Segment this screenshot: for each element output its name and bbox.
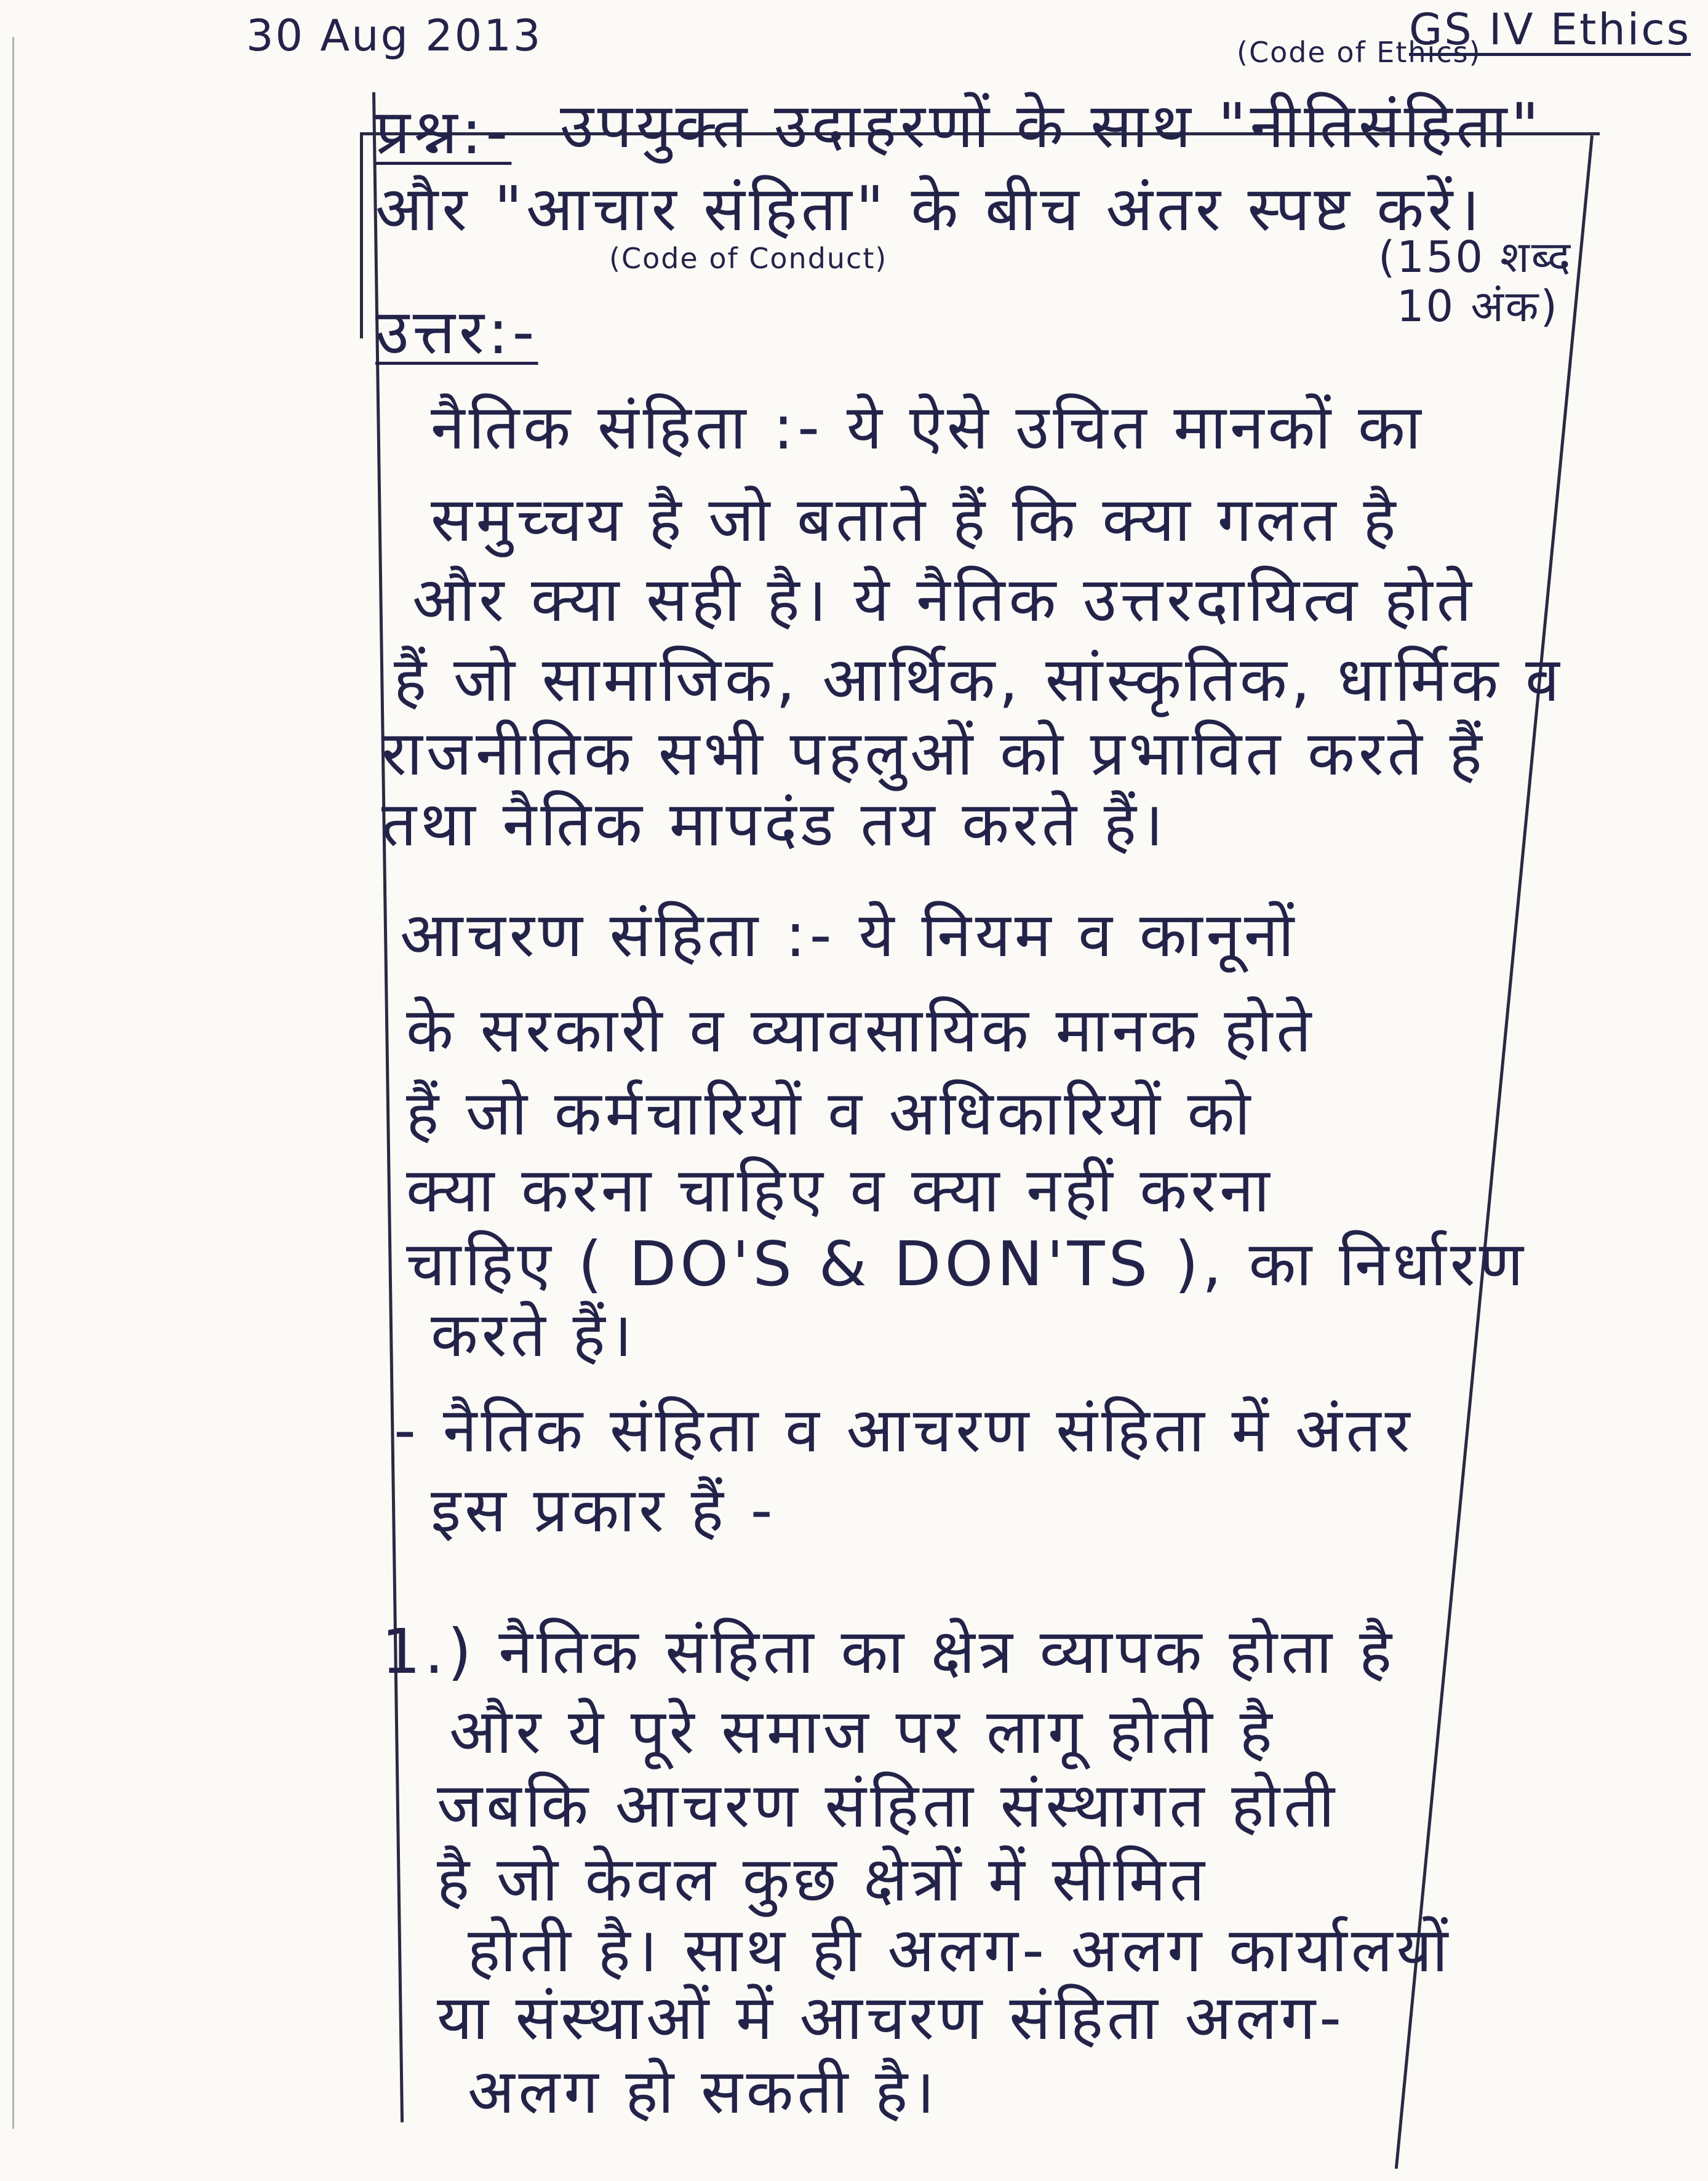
point1-line-7: अलग हो सकती है। (468, 2055, 939, 2127)
para2-line-3: हैं जो कर्मचारियों व अधिकारियों को (406, 1077, 1255, 1149)
word-limit: (150 शब्द (1378, 232, 1573, 282)
para2-line-4: क्या करना चाहिए व क्या नहीं करना (406, 1154, 1274, 1226)
para1-line-5: राजनीतिक सभी पहलुओं को प्रभावित करते हैं (381, 717, 1486, 789)
code-of-conduct-annotation: (Code of Conduct) (609, 242, 888, 275)
point1-line-4: है जो केवल कुछ क्षेत्रों में सीमित (437, 1843, 1208, 1915)
para1-line-2: समुच्चय है जो बताते हैं कि क्या गलत है (431, 484, 1400, 556)
answer-label: उत्तर:- (375, 296, 538, 368)
paper-label: GS IV Ethics (1409, 4, 1691, 55)
para1-line-6: तथा नैतिक मापदंड तय करते हैं। (381, 788, 1167, 860)
question-label: प्रश्न:- (375, 96, 512, 168)
para1-line-3: और क्या सही है। ये नैतिक उत्तरदायित्व होते (412, 564, 1475, 636)
point1-line-6: या संस्थाओं में आचरण संहिता अलग- (437, 1982, 1346, 2054)
point1-line-5: होती है। साथ ही अलग- अलग कार्यालयों (468, 1914, 1452, 1986)
para2-line-2: के सरकारी व व्यावसायिक मानक होते (406, 994, 1315, 1066)
question-line-1: उपयुक्त उदाहरणों के साथ "नीतिसंहिता" (560, 90, 1543, 162)
point1-line-1: 1.) नैतिक संहिता का क्षेत्र व्यापक होता है (381, 1616, 1395, 1688)
date: 30 Aug 2013 (246, 10, 543, 61)
paper-edge (12, 37, 14, 2129)
para1-line-4: हैं जो सामाजिक, आर्थिक, सांस्कृतिक, धार्मिक व (394, 644, 1563, 716)
para2-line-1: आचरण संहिता :- ये नियम व कानूनों (400, 899, 1298, 971)
left-margin-line (372, 92, 404, 2123)
para3-line-1: - नैतिक संहिता व आचरण संहिता में अंतर (394, 1394, 1414, 1466)
para2-line-5: चाहिए ( DO'S & DON'TS ), का निर्धारण (406, 1228, 1527, 1300)
point1-line-2: और ये पूरे समाज पर लागू होती है (449, 1696, 1276, 1768)
para1-line-1: नैतिक संहिता :- ये ऐसे उचित मानकों का (431, 391, 1425, 463)
para2-line-6: करते हैं। (431, 1299, 636, 1371)
marks: 10 अंक) (1397, 281, 1559, 332)
point1-line-3: जबकि आचरण संहिता संस्थागत होती (437, 1769, 1339, 1841)
code-of-ethics-annotation: (Code of Ethics) (1237, 36, 1482, 69)
para3-line-2: इस प्रकार हैं - (431, 1474, 776, 1546)
question-line-2: और "आचार संहिता" के बीच अंतर स्पष्ट करें। (375, 173, 1484, 245)
